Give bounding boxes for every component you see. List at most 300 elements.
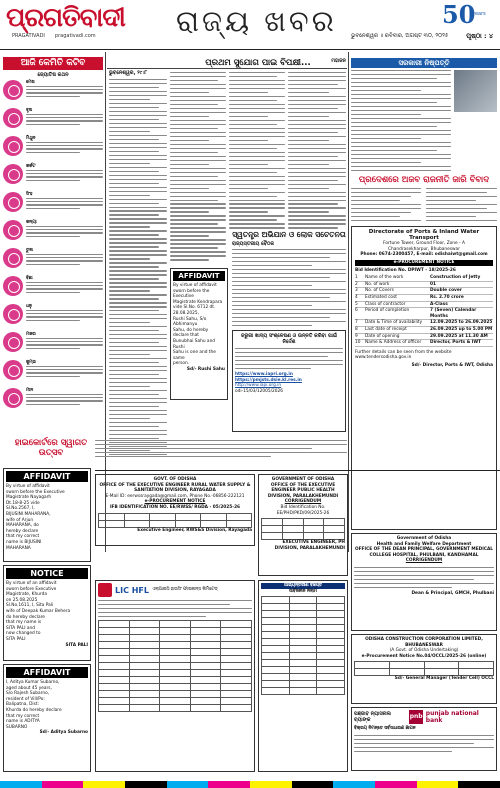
text-line	[351, 98, 451, 99]
health-notice-ad	[351, 533, 497, 631]
zodiac-sign-name: ତୁଳା	[26, 248, 33, 253]
tender-cell: 1	[355, 275, 358, 281]
text-line	[426, 200, 476, 201]
zodiac-sign-icon	[3, 332, 23, 352]
text-line	[351, 154, 451, 155]
section-divider	[107, 68, 347, 69]
text-line	[109, 147, 167, 148]
notice-line: Dt.18-8-25 vide	[6, 500, 40, 506]
text-line	[170, 255, 226, 256]
text-line	[351, 220, 421, 221]
text-line	[109, 414, 167, 415]
text-line	[170, 200, 218, 201]
text-line	[109, 270, 167, 271]
text-line	[232, 265, 312, 266]
text-line	[109, 262, 167, 263]
text-line	[109, 398, 167, 399]
text-line	[109, 187, 167, 188]
text-line	[232, 269, 346, 270]
ports-tender-phone: Phone: 0674-2300457, E-mail: odishaiwt@gmail.com	[360, 252, 488, 258]
top-story-body-col2	[229, 72, 285, 231]
middle-story	[232, 230, 346, 329]
text-line	[170, 184, 226, 185]
text-line	[229, 72, 285, 73]
text-line	[351, 94, 451, 95]
text-line	[229, 92, 268, 93]
text-line	[109, 290, 150, 291]
text-line	[351, 70, 451, 71]
ports-tender-footer: Further details can be seen from the website www.tendersodisha.gov.in	[355, 349, 452, 361]
text-line	[109, 386, 150, 387]
auction-table	[261, 596, 345, 695]
zodiac-sign-name: କର୍କଟ	[26, 164, 36, 169]
text-line	[351, 86, 451, 87]
text-line	[109, 346, 167, 347]
text-line	[170, 168, 226, 169]
text-line	[109, 434, 167, 435]
tender-cell: A-Class	[430, 301, 448, 307]
text-line	[229, 188, 268, 189]
top-story-body-col3	[288, 72, 346, 231]
horoscope-entry	[3, 136, 103, 162]
text-line	[288, 164, 329, 165]
text-line	[288, 168, 346, 169]
text-line	[170, 243, 226, 244]
text-line	[109, 418, 150, 419]
text-line	[229, 112, 285, 113]
text-line	[351, 158, 451, 159]
tender-row	[355, 320, 493, 327]
text-line	[170, 152, 218, 153]
text-line	[426, 212, 497, 213]
text-line	[170, 128, 218, 129]
notice-line: Sl.No.1611, I, Sita Pali	[6, 603, 54, 609]
text-line	[229, 80, 285, 81]
text-line	[288, 92, 329, 93]
notice-line: sworn before the Executive	[6, 489, 65, 495]
top-right-kicker	[258, 58, 346, 64]
text-line	[109, 454, 167, 455]
logo-latin: PRAGATIVADI	[12, 33, 45, 39]
notice-line: Magistrate Nayagarh	[6, 495, 52, 501]
text-line	[170, 120, 226, 121]
text-line	[170, 207, 226, 208]
text-line	[229, 148, 277, 149]
tender-row	[355, 295, 493, 302]
text-line	[109, 238, 167, 239]
text-line	[351, 212, 411, 213]
anniversary-number: 50	[442, 0, 476, 29]
text-line	[109, 139, 159, 140]
text-line	[229, 96, 285, 97]
zodiac-sign-icon	[3, 192, 23, 212]
notice-line: Sahu is one and the same	[173, 350, 216, 361]
tender-cell: No. of Covers	[365, 288, 394, 294]
affidavit-title: AFFIDAVIT	[6, 471, 88, 482]
text-line	[109, 131, 150, 132]
text-line	[229, 211, 268, 212]
text-line	[170, 223, 218, 224]
text-line	[426, 192, 487, 193]
text-line	[109, 99, 150, 100]
notice-line: on 25.08.2025	[6, 597, 38, 603]
tender-cell: Construction of Jetty	[430, 275, 481, 281]
occl-subtitle: (A Govt. of Odisha Undertaking)	[389, 648, 459, 654]
text-line	[109, 254, 167, 255]
occl-tender-ad	[351, 634, 497, 704]
text-line	[351, 110, 451, 111]
tender-cell: Double cover	[430, 288, 462, 294]
tender-cell: Director, Ports & IWT	[430, 340, 482, 346]
rwss-notice: e-PROCUREMENT NOTICE	[144, 499, 206, 505]
text-line	[351, 82, 451, 83]
notice-line: sworn before the Executive	[173, 288, 210, 300]
text-line	[109, 382, 167, 383]
text-line	[229, 100, 277, 101]
text-line	[288, 172, 346, 173]
text-line	[109, 111, 167, 112]
text-line	[232, 301, 346, 302]
text-line	[288, 76, 346, 77]
text-line	[351, 192, 421, 193]
text-line	[288, 207, 346, 208]
rwss-contact: E-Mail ID: eerwssraygada@gmail.com, Phone No.-06856-222121	[105, 493, 245, 499]
notice-line: that my correct	[6, 534, 40, 540]
text-line	[109, 167, 167, 168]
pnb-logo-icon: pnb	[409, 710, 422, 724]
notice-line: Sl.No.2567, I,	[6, 506, 35, 512]
text-line	[109, 354, 150, 355]
zodiac-sign-icon	[3, 136, 23, 156]
text-line	[109, 234, 159, 235]
text-line	[288, 227, 338, 228]
occl-signature: Sd/- General Manager (Tender Cell) OCCL	[394, 676, 494, 682]
zodiac-sign-name: ମେଷ	[26, 80, 35, 85]
text-line	[351, 106, 451, 107]
text-line	[229, 196, 277, 197]
occl-title: ODISHA CONSTRUCTION CORPORATION LIMITED, BHUBANESWAR	[365, 637, 483, 648]
text-line	[288, 184, 346, 185]
notice-line: SUBARNO	[6, 724, 28, 730]
text-line	[170, 76, 226, 77]
text-line	[109, 426, 159, 427]
affidavit-ad-1	[3, 468, 91, 562]
zodiac-sign-name: ମକର	[26, 332, 36, 337]
text-line	[109, 107, 159, 108]
text-line	[288, 136, 346, 137]
text-line	[229, 192, 285, 193]
text-line	[232, 313, 346, 314]
tender-cell: 3	[355, 288, 358, 294]
tender-cell: Name & Address of officer	[365, 340, 422, 346]
top-story-kicker: ମହାଜନ	[331, 58, 346, 64]
text-line	[109, 87, 159, 88]
text-line	[109, 83, 167, 84]
horoscope-entry	[3, 192, 103, 218]
website: pragativadi.com	[54, 33, 96, 39]
horoscope-entry	[3, 332, 103, 358]
notice-line: wife of Arjun	[6, 517, 34, 523]
news-photo[interactable]	[454, 70, 497, 112]
affidavit-title: AFFIDAVIT	[6, 667, 88, 678]
notice-line: Magistrate, Khurda	[6, 592, 47, 598]
zodiac-sign-name: ସିଂହ	[26, 192, 33, 197]
text-line	[229, 152, 285, 153]
text-line	[229, 219, 277, 220]
right-main-story	[351, 175, 497, 185]
text-line	[109, 338, 167, 339]
text-line	[288, 223, 346, 224]
horoscope-entry	[3, 388, 103, 414]
ph-tender-table	[261, 518, 345, 540]
text-line	[229, 172, 277, 173]
text-line	[229, 116, 268, 117]
text-line	[288, 176, 346, 177]
tender-cell: 4	[355, 294, 358, 300]
text-line	[351, 216, 400, 217]
text-line	[232, 249, 346, 250]
rwss-govt: GOVT. OF ODISHA	[153, 477, 197, 482]
health-dept: Health and Family Welfare Department	[376, 541, 472, 547]
text-line	[288, 128, 346, 129]
text-line	[109, 350, 167, 351]
text-line	[351, 114, 421, 115]
text-line	[170, 219, 226, 220]
text-line	[109, 298, 159, 299]
text-line	[109, 306, 167, 307]
text-line	[109, 402, 167, 403]
zodiac-sign-icon	[3, 360, 23, 380]
text-line	[170, 72, 226, 73]
url-link-2[interactable]: https://pmjsts.dsie.kl.res.in	[235, 377, 302, 383]
text-line	[288, 200, 346, 201]
text-line	[351, 146, 451, 147]
text-line	[109, 242, 167, 243]
notice-line: that my correct	[6, 713, 40, 719]
notice-line: Khurda do hereby declare	[6, 707, 62, 713]
ph-bid-id: Bid Identification No. EE/PHD/PKD/09/2025-26	[276, 504, 330, 516]
text-line	[170, 188, 209, 189]
ph-office: OFFICE OF THE EXECUTIVE ENGINEER PUBLIC HEALTH DIVISION, PARALAKHEMUNDI	[267, 482, 339, 499]
text-line	[170, 96, 226, 97]
section-divider	[95, 470, 500, 471]
horoscope-entry	[3, 360, 103, 386]
text-line	[229, 168, 285, 169]
color-registration-band	[0, 781, 500, 788]
health-signature: Dean & Principal, GMCH, Phulbani	[411, 590, 494, 596]
text-line	[288, 196, 346, 197]
text-line	[351, 138, 421, 139]
text-line	[109, 155, 167, 156]
text-line	[288, 160, 346, 161]
anniversary-badge-icon	[442, 0, 486, 29]
notice-line: I, Aditya Kumar Subarno,	[6, 680, 60, 685]
text-line	[170, 215, 226, 216]
text-line	[109, 334, 167, 335]
text-line	[288, 215, 346, 216]
text-line	[109, 175, 167, 176]
text-line	[170, 203, 226, 204]
text-line	[229, 140, 268, 141]
text-line	[426, 220, 497, 221]
health-govt: Government of Odisha	[396, 536, 452, 541]
text-line	[170, 239, 226, 240]
url-link-1[interactable]: https://www.iapri.org.in	[235, 371, 293, 377]
text-line	[109, 310, 159, 311]
text-line	[109, 294, 167, 295]
text-line	[426, 204, 497, 205]
notice-line: Sahu, do hereby declare that	[173, 327, 209, 339]
text-line	[109, 171, 159, 172]
text-line	[109, 179, 167, 180]
text-line	[288, 88, 346, 89]
right-story-col1	[351, 188, 421, 224]
text-line	[109, 226, 150, 227]
text-line	[426, 216, 476, 217]
horoscope-author: ଜ୍ୟୋତିଷ କଥନ	[37, 72, 69, 78]
text-line	[109, 302, 167, 303]
text-line	[109, 438, 159, 439]
notice-title: NOTICE	[6, 568, 88, 579]
text-line	[109, 195, 150, 196]
text-line	[109, 266, 159, 267]
tender-cell: Last date of receipt	[365, 326, 407, 332]
tender-cell: 2	[355, 281, 358, 287]
text-line	[288, 72, 346, 73]
text-line	[109, 222, 167, 223]
column-2-story	[109, 70, 167, 458]
affidavit-center-signature: Sd/- Rushi Sahu	[186, 366, 225, 372]
text-line	[109, 250, 167, 251]
text-line	[109, 123, 167, 124]
text-line	[232, 297, 330, 298]
tender-row	[355, 288, 493, 295]
text-line	[109, 151, 159, 152]
text-line	[109, 374, 159, 375]
text-line	[170, 112, 226, 113]
text-line	[229, 124, 277, 125]
text-line	[170, 172, 226, 173]
ph-govt: GOVERNMENT OF ODISHA	[271, 477, 335, 482]
text-line	[232, 293, 346, 294]
text-line	[109, 442, 167, 443]
text-line	[170, 176, 218, 177]
tender-cell: 8	[355, 326, 358, 332]
text-line	[109, 159, 167, 160]
occl-notice: e-Procurement Notice No.04/OCCL/2025-26 (online)	[361, 653, 487, 659]
web-notice	[232, 330, 346, 432]
text-line	[426, 208, 487, 209]
text-line	[351, 150, 437, 151]
url-link-3[interactable]: http://www.iapi.org.in	[235, 383, 282, 389]
notice-line: resident of Vill/Po:	[6, 696, 45, 702]
lic-auction-table	[98, 620, 252, 712]
text-line	[170, 88, 226, 89]
notice-line: person.	[173, 361, 190, 367]
text-line	[426, 188, 497, 189]
notice-line: By virtue of an affidavit	[6, 581, 57, 586]
zodiac-sign-name: ଧନୁ	[26, 304, 32, 309]
text-line	[109, 406, 159, 407]
text-line	[170, 192, 226, 193]
text-line	[109, 318, 167, 319]
text-line	[288, 192, 346, 193]
column-2-dateline: ଭୁବନେଶ୍ୱର, ୨୯।୮	[109, 70, 148, 76]
text-line	[109, 199, 167, 200]
newspaper-logo[interactable]	[6, 4, 156, 42]
tender-cell: Date of opening	[365, 333, 400, 339]
text-line	[229, 120, 285, 121]
tender-cell: Estimated cost	[365, 294, 397, 300]
text-line	[109, 330, 159, 331]
text-line	[229, 156, 285, 157]
text-line	[170, 116, 209, 117]
zodiac-sign-icon	[3, 108, 23, 128]
text-line	[109, 378, 167, 379]
text-line	[109, 326, 167, 327]
notice-line: By virtue of affidavit	[6, 484, 50, 489]
text-line	[351, 162, 421, 163]
web-notice-code: odi-15/03/12005/2026	[235, 388, 283, 394]
notice-line: Rushi Sahu, S/o Abhimanyu	[173, 316, 207, 328]
pnb-brand-odia: ପଞ୍ଜାବ ନ୍ୟାସନାଲ ବ୍ୟାଙ୍କ	[354, 711, 391, 723]
text-line	[109, 143, 167, 144]
text-line	[351, 118, 451, 119]
text-line	[109, 366, 167, 367]
notice-line: SITA PALI	[6, 636, 26, 642]
horoscope-entry	[3, 276, 103, 302]
text-line	[232, 261, 346, 262]
anniversary-text: years	[472, 11, 486, 17]
text-line	[109, 103, 167, 104]
notice-line: wife of Deepak Kumar Behera	[6, 608, 71, 614]
text-line	[229, 184, 285, 185]
text-line	[109, 258, 150, 259]
notice-line: Balipatna, Dist:	[6, 702, 39, 708]
text-line	[229, 223, 285, 224]
right-column	[351, 58, 497, 68]
text-line	[170, 148, 226, 149]
text-line	[288, 96, 346, 97]
page-title: ରାଜ୍ୟ ଖବର	[176, 4, 337, 38]
text-line	[109, 214, 159, 215]
tender-row	[355, 327, 493, 334]
text-line	[351, 126, 437, 127]
horoscope-entry	[3, 164, 103, 190]
pnb-notice: ବିକ୍ରୟ ନିମନ୍ତେ ସର୍ବସାଧାରଣ ଜ୍ଞାପନ	[354, 726, 416, 731]
text-line	[426, 196, 497, 197]
text-line	[170, 84, 226, 85]
right-story-col2	[426, 188, 497, 224]
auction-notice-title: ଆଭ୍ୟନ୍ତରୀଣ ବିଜ୍ଞପ୍ତି	[261, 583, 345, 589]
text-line	[288, 148, 346, 149]
tender-cell: Name of the work	[365, 275, 404, 281]
rwss-tender-table	[98, 513, 252, 528]
text-line	[351, 78, 437, 79]
text-line	[229, 136, 285, 137]
text-line	[232, 277, 330, 278]
text-line	[109, 91, 167, 92]
text-line	[109, 362, 159, 363]
lic-logo-icon	[98, 583, 112, 597]
text-line	[109, 218, 167, 219]
tender-cell: 26.09.2025 up to 5.00 PM	[430, 326, 493, 332]
health-notice-title: CORRIGENDUM	[405, 558, 443, 564]
text-line	[351, 166, 451, 167]
text-line	[109, 370, 167, 371]
left-story	[6, 438, 96, 458]
text-line	[351, 208, 421, 209]
